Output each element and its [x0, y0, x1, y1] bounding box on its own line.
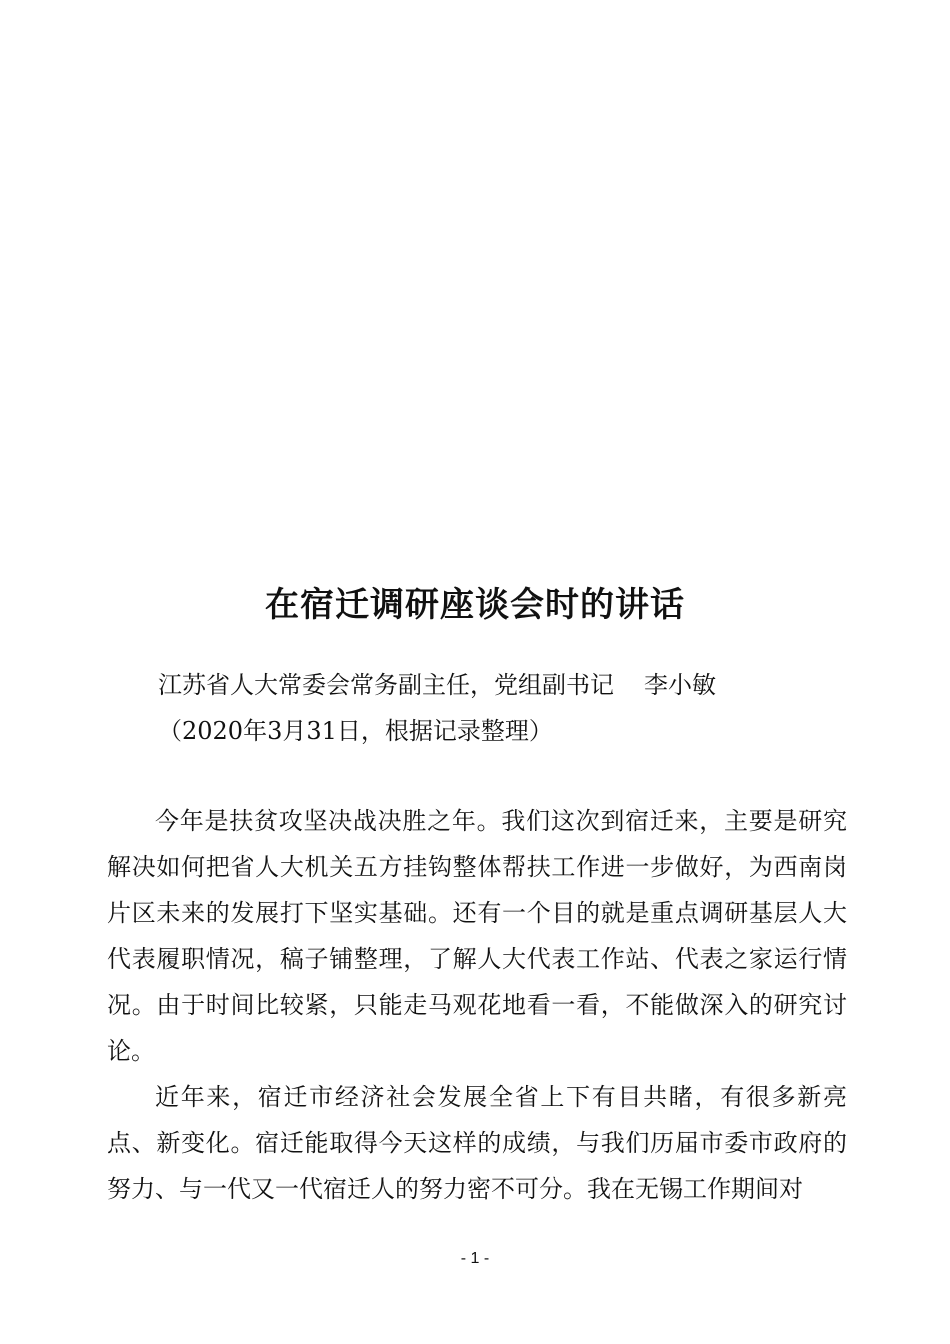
- author-line: [158, 667, 858, 703]
- document-body: [107, 798, 847, 1212]
- page-number: - 1 -: [460, 1250, 490, 1267]
- date-note: （2020年3月31日，根据记录整理）: [158, 717, 553, 745]
- author-name: 李小敏: [644, 671, 716, 699]
- document-title: 在宿迁调研座谈会时的讲话: [265, 585, 685, 625]
- body-paragraph: 近年来，宿迁市经济社会发展全省上下有目共睹，有很多新亮点、新变化。宿迁能取得今天这样的成绩，与我们历届市委市政府的努力、与一代又一代宿迁人的努力密不可分。我在无锡工作期间对: [107, 1083, 847, 1203]
- body-paragraph: 今年是扶贫攻坚决战决胜之年。我们这次到宿迁来，主要是研究解决如何把省人大机关五方挂钩整体帮扶工作进一步做好，为西南岗片区未来的发展打下坚实基础。还有一个目的就是重点调研基层人大代表履职情况，稿子铺整理，了解人大代表工作站、代表之家运行情况。由于时间比较紧，只能走马观花地看一看，不能做深入的研究讨论。: [107, 807, 847, 1065]
- author-title: 江苏省人大常委会常务副主任，党组副书记: [158, 671, 614, 699]
